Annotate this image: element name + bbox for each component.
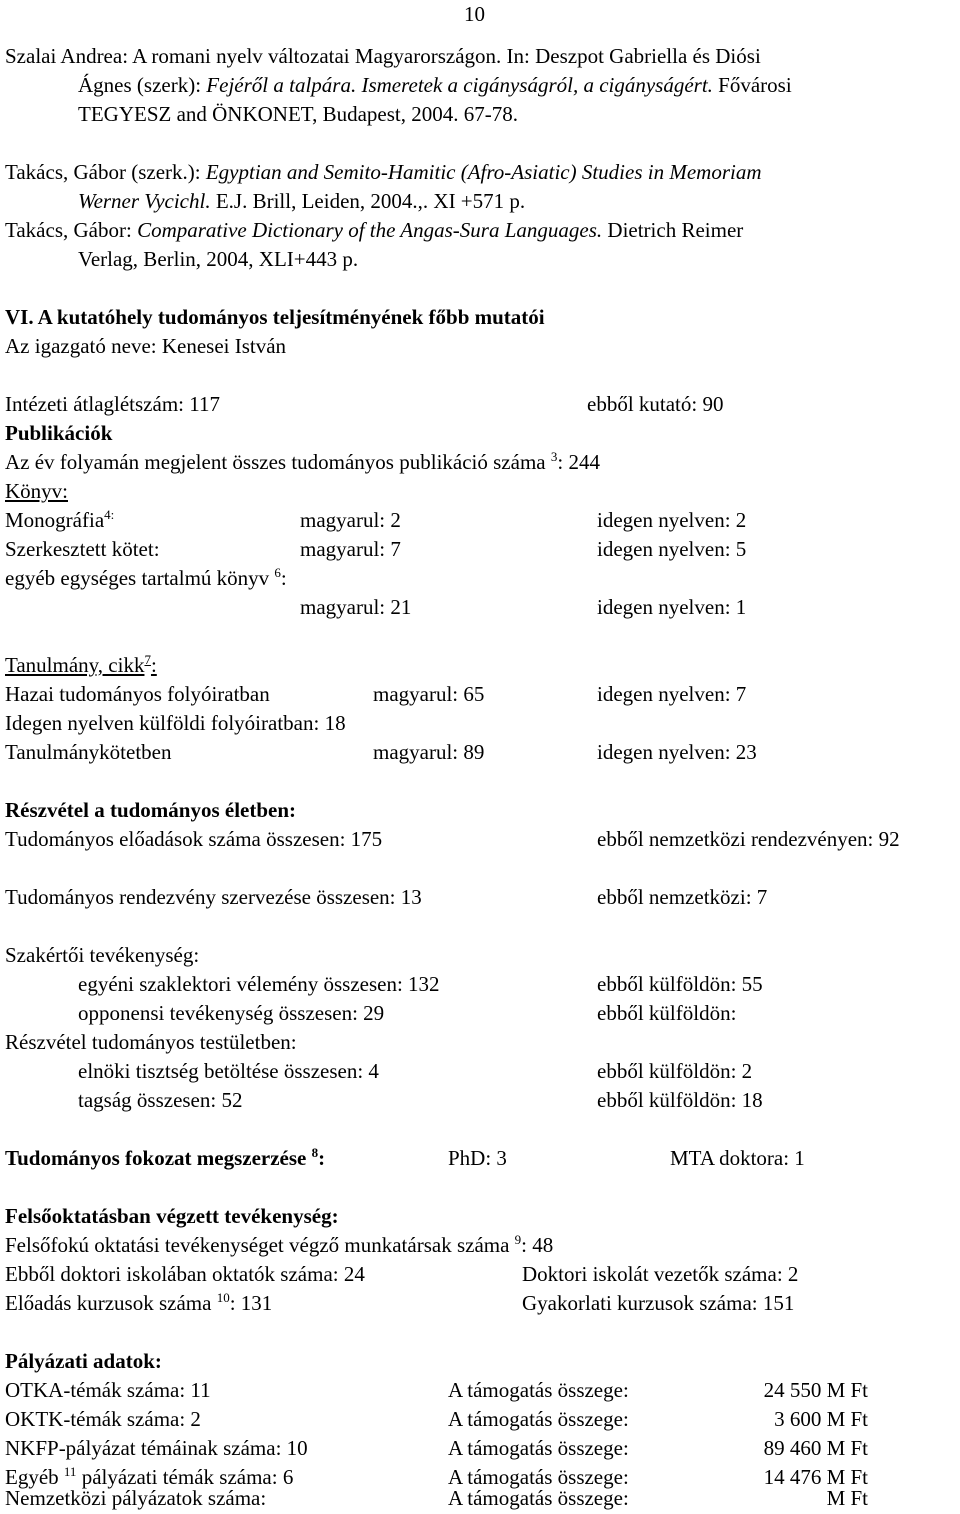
section-title: VI. A kutatóhely tudományos teljesítményének főbb mutatói — [5, 305, 545, 329]
reference-2-line-2 — [78, 187, 525, 216]
study-volume-label: Tanulmánykötetben — [5, 740, 172, 764]
degrees-colon: : — [318, 1146, 326, 1170]
edited-volume-foreign: idegen nyelven: 5 — [597, 537, 747, 561]
events-international: ebből nemzetközi: 7 — [597, 885, 768, 909]
publications-total-label: Az év folyamán megjelent összes tudományos publikáció száma — [5, 450, 546, 474]
reference-2-line-1 — [5, 158, 762, 187]
reference-1-line-3: TEGYESZ and ÖNKONET, Budapest, 2004. 67-78. — [78, 102, 518, 126]
participation-heading: Részvétel a tudományos életben: — [5, 798, 297, 822]
monograph-foreign: idegen nyelven: 2 — [597, 508, 747, 532]
memberships-abroad: ebből külföldön: 18 — [597, 1088, 763, 1112]
lector-opinions: egyéni szaklektori vélemény összesen: 132 — [78, 972, 440, 996]
study-volume-hungarian: magyarul: 89 — [373, 740, 485, 764]
edited-volume-hungarian: magyarul: 7 — [300, 537, 401, 561]
reference-2-title-end: Werner Vycichl. — [78, 189, 211, 213]
teaching-staff — [5, 1231, 553, 1260]
events-total: Tudományos rendezvény szervezése összesen: 13 — [5, 885, 422, 909]
lecture-courses-label: Előadás kurzusok száma — [5, 1291, 212, 1315]
footnote-marker: 11 — [63, 1464, 77, 1479]
reference-3-author: Takács, Gábor: — [5, 218, 138, 242]
domestic-journal-foreign: idegen nyelven: 7 — [597, 682, 747, 706]
grant-support-label: A támogatás összege: — [448, 1407, 629, 1431]
doctoral-school-leaders: Doktori iskolát vezetők száma: 2 — [522, 1262, 799, 1286]
reference-2-author: Takács, Gábor (szerk.): — [5, 160, 206, 184]
publications-total-value: : 244 — [557, 450, 600, 474]
teaching-staff-label: Felsőfokú oktatási tevékenységet végző munkatársak száma — [5, 1233, 510, 1257]
degrees-label — [5, 1144, 325, 1173]
grant-label: OTKA-témák száma: 11 — [5, 1378, 211, 1402]
practical-courses: Gyakorlati kurzusok száma: 151 — [522, 1291, 795, 1315]
grant-amount: 89 460 M Ft — [763, 1436, 868, 1460]
footnote-marker: 7 — [144, 652, 151, 667]
footnote-marker: 9 — [514, 1232, 522, 1247]
teaching-staff-value: : 48 — [521, 1233, 554, 1257]
reference-1-line-2 — [78, 71, 792, 100]
reference-3-publisher: Dietrich Reimer — [602, 218, 744, 242]
footnote-marker: 8 — [311, 1145, 319, 1160]
degrees-label-text: Tudományos fokozat megszerzése — [5, 1146, 307, 1170]
reference-3-line-1 — [5, 216, 743, 245]
reference-2-title: Egyptian and Semito-Hamitic (Afro-Asiatic) Studies in Memoriam — [205, 160, 762, 184]
memberships: tagság összesen: 52 — [78, 1088, 243, 1112]
reference-3-line-2: Verlag, Berlin, 2004, XLI+443 p. — [78, 247, 359, 271]
reference-1-line-1: Szalai Andrea: A romani nyelv változatai Magyarországon. In: Deszpot Gabriella és Diósi — [5, 44, 761, 68]
grant-support-label: A támogatás összege: — [448, 1465, 629, 1489]
monograph-label — [5, 506, 114, 535]
grant-support-label: A támogatás összege: — [448, 1486, 629, 1510]
grant-label: NKFP-pályázat témáinak száma: 10 — [5, 1436, 308, 1460]
footnote-marker: 10 — [216, 1290, 230, 1305]
publications-total — [5, 448, 600, 477]
study-heading — [5, 651, 157, 680]
other-book-hungarian: magyarul: 21 — [300, 595, 412, 619]
other-book-label — [5, 564, 287, 593]
other-book-colon: : — [280, 566, 287, 590]
staff-average: Intézeti átlaglétszám: 117 — [5, 392, 220, 416]
lectures-international: ebből nemzetközi rendezvényen: 92 — [597, 827, 900, 851]
study-volume-foreign: idegen nyelven: 23 — [597, 740, 757, 764]
book-heading: Könyv: — [5, 479, 68, 503]
grant-label: OKTK-témák száma: 2 — [5, 1407, 201, 1431]
footnote-marker: 3 — [550, 449, 558, 464]
lectures-total: Tudományos előadások száma összesen: 175 — [5, 827, 383, 851]
monograph-hungarian: magyarul: 2 — [300, 508, 401, 532]
opponent-activity-abroad: ebből külföldön: — [597, 1001, 737, 1025]
foreign-journal: Idegen nyelven külföldi folyóiratban: 18 — [5, 711, 346, 735]
other-book-label-text: egyéb egységes tartalmú könyv — [5, 566, 270, 590]
grant-support-label: A támogatás összege: — [448, 1378, 629, 1402]
bodies-heading: Részvétel tudományos testületben: — [5, 1030, 297, 1054]
reference-1-publisher: Fővárosi — [712, 73, 792, 97]
teaching-heading: Felsőoktatásban végzett tevékenység: — [5, 1204, 339, 1228]
chair-positions: elnöki tisztség betöltése összesen: 4 — [78, 1059, 379, 1083]
doctoral-teachers: Ebből doktori iskolában oktatók száma: 24 — [5, 1262, 365, 1286]
edited-volume-label: Szerkesztett kötet: — [5, 537, 160, 561]
director-name: Az igazgató neve: Kenesei István — [5, 334, 287, 358]
domestic-journal-hungarian: magyarul: 65 — [373, 682, 485, 706]
footnote-marker: 6 — [274, 565, 281, 580]
page-number: 10 — [464, 2, 485, 26]
degrees-phd: PhD: 3 — [448, 1146, 507, 1170]
reference-1-book-title: Fejéről a talpára. Ismeretek a cigányságról, a cigányságért. — [206, 73, 713, 97]
grant-label-rest: pályázati témák száma: 6 — [76, 1465, 294, 1489]
lecture-courses — [5, 1289, 272, 1318]
reference-2-publisher: E.J. Brill, Leiden, 2004.,. XI +571 p. — [210, 189, 526, 213]
lecture-courses-value: : 131 — [229, 1291, 273, 1315]
opponent-activity: opponensi tevékenység összesen: 29 — [78, 1001, 385, 1025]
other-book-foreign: idegen nyelven: 1 — [597, 595, 747, 619]
degrees-mta: MTA doktora: 1 — [670, 1146, 805, 1170]
reference-3-title: Comparative Dictionary of the Angas-Sura Languages. — [137, 218, 603, 242]
grant-amount: M Ft — [826, 1486, 868, 1510]
grant-amount: 3 600 M Ft — [774, 1407, 868, 1431]
reference-1-editor: Ágnes (szerk): — [78, 73, 207, 97]
grant-amount: 14 476 M Ft — [763, 1465, 868, 1489]
grants-heading: Pályázati adatok: — [5, 1349, 162, 1373]
study-heading-colon: : — [150, 653, 157, 677]
grant-label: Nemzetközi pályázatok száma: — [5, 1486, 267, 1510]
domestic-journal-label: Hazai tudományos folyóiratban — [5, 682, 270, 706]
expert-heading: Szakértői tevékenység: — [5, 943, 200, 967]
study-heading-text: Tanulmány, cikk — [5, 653, 145, 677]
monograph-label-text: Monográfia — [5, 508, 105, 532]
chair-positions-abroad: ebből külföldön: 2 — [597, 1059, 753, 1083]
publications-heading: Publikációk — [5, 421, 113, 445]
staff-researchers: ebből kutató: 90 — [587, 392, 724, 416]
lector-opinions-abroad: ebből külföldön: 55 — [597, 972, 763, 996]
grant-support-label: A támogatás összege: — [448, 1436, 629, 1460]
footnote-marker: 4: — [104, 507, 115, 522]
grant-label-text: Egyéb — [5, 1465, 59, 1489]
grant-amount: 24 550 M Ft — [763, 1378, 868, 1402]
